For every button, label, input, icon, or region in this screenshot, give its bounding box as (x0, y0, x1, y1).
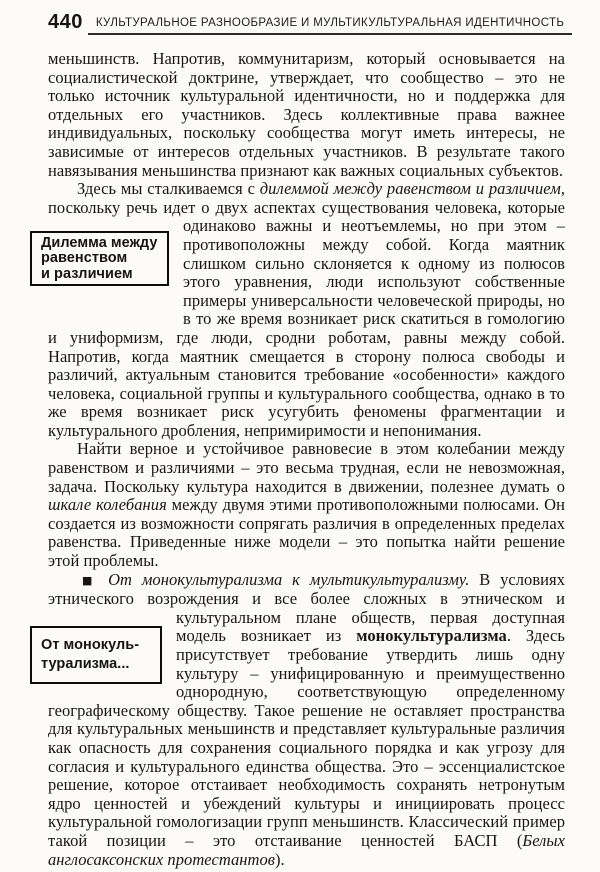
margin-note-line: равенством (41, 250, 128, 267)
paragraph-2 (41, 179, 565, 440)
paragraph-4-after-box: культуральном плане обществ, первая доступная модель возникает из (176, 607, 565, 646)
paragraph-1-text: меньшинств. Напротив, коммунитаризм, который основывается на социалистической доктрине, утверждает, что сообщество – это не только источник культуральной идентичности, но и поддержка для отдельных его участников. Здесь коллективные права важнее индивидуальных, поскольку сообщества могут иметь интересы, не зависимые от интересов отдельных участников. В результате такого навязывания меньшинства признают как важных социальных субъектов. (48, 49, 565, 180)
header-rule (88, 33, 572, 35)
paragraph-4-italic-paren: Белых англосаксонских протестантов (48, 830, 565, 869)
margin-note-line: От монокуль- (41, 636, 140, 653)
paragraph-4 (41, 569, 565, 870)
margin-note-dilemma (30, 231, 169, 286)
paragraph-1 (48, 50, 565, 180)
paragraph-2-italic-term: дилеммой между равенством и различием (259, 179, 561, 199)
paragraph-4-rest: . Здесь присутствует требование утвердить лишь одну культуру – унифицированную и преимущественно однородную, соответствующую определенному географическому обществу. Такое решение не оставляет пространства для культуральных меньшинств и представляет культуральные различия как опасность для сохранения социального порядка и как угрозу для согласия и культурального единства общества. Это – эссенциалистское решение, которое отстаивает необходимость сохранять нетронутым ядро ценностей и убеждений культуры и инициировать процесс культуральной гомологизации групп меньшинств. Классический пример такой позиции – это отстаивание ценностей БАСП ( (48, 626, 565, 850)
page-number: 440 (48, 11, 83, 33)
square-bullet-icon: ■ (82, 573, 99, 587)
margin-note-line: турализма... (41, 655, 130, 672)
paragraph-4-mid: В условиях этнического возрождения и все более сложных в этническом и (48, 569, 565, 609)
paragraph-4-bold-term: монокультурализма (356, 626, 507, 646)
paragraph-3 (48, 440, 565, 570)
page-header (48, 11, 572, 34)
margin-note-monoculturalism (30, 626, 162, 684)
paragraph-4-close: ). (275, 849, 285, 869)
paragraph-2-rest: которые одинаково важны и неотъемлемы, но при этом – противоположны между собой. Когда маятник слишком сильно склоняется к одному из полюсов этого уравнения, люди используют собственные примеры универсальности человеческой природы, но в то же время возникает риск скатиться в гомологию и униформизм, где люди, сродни роботам, равны между собой. Напротив, когда маятник смещается в сторону полюса свободы и различий, актуальным становится требование «особенности» каждого человека, социальной группы и культурального сообщества, однако в то же время возникает риск усугубить феномены фрагментации и культурального дробления, непримиримости и непонимания. (48, 197, 565, 440)
paragraph-3-italic-term: шкале колебания (48, 495, 167, 515)
body-text (41, 49, 565, 869)
margin-note-line: Дилемма между (41, 234, 158, 251)
paragraph-4-lead-italic: От монокультурализма к мультикультурализму. (108, 569, 470, 589)
running-title: КУЛЬТУРАЛЬНОЕ РАЗНООБРАЗИЕ И МУЛЬТИКУЛЬТУРАЛЬНАЯ ИДЕНТИЧНОСТЬ (95, 17, 565, 29)
paragraph-2-mid: , поскольку речь идет о двух аспектах существования человека, (48, 179, 565, 217)
paragraph-2-pre: Здесь мы сталкиваемся с (77, 179, 260, 199)
paragraph-3-pre: Найти верное и устойчивое равновесие в этом колебании между равенством и различиями – это весьма трудная, если не невозможная, задача. Поскольку культура находится в движении, полезнее думать о (48, 439, 565, 496)
margin-note-line: и различием (41, 265, 133, 282)
paragraph-3-rest: между двумя этими противоположными полюсами. Он создается из возможности сопрягать различия в определенных пределах равенства. Приведенные ниже модели – это попытка найти решение этой проблемы. (48, 495, 565, 571)
